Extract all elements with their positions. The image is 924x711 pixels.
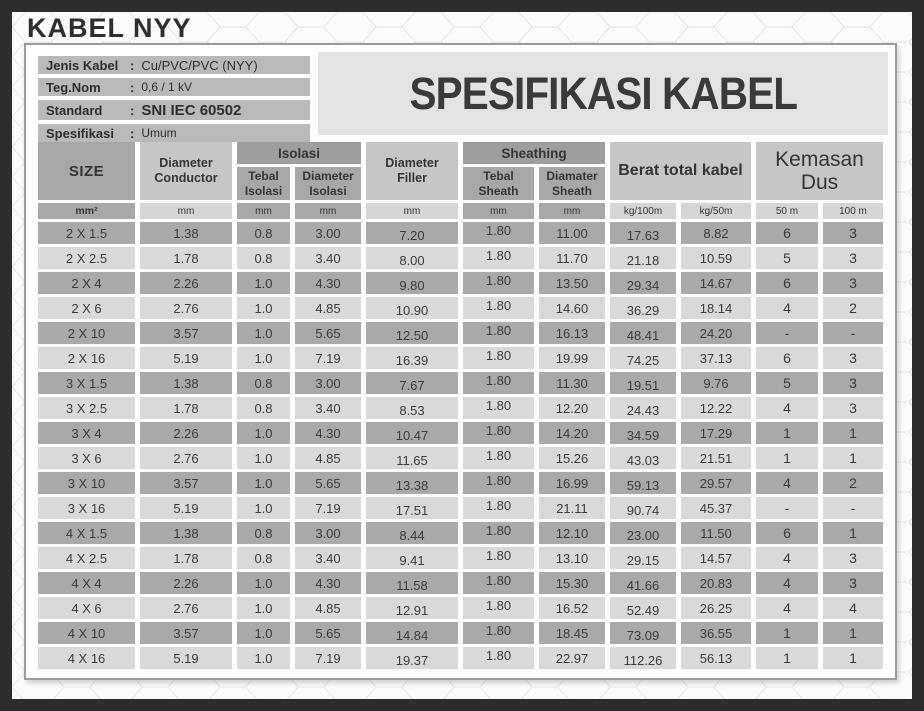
row-size-cell: 2 X 10 <box>38 322 135 344</box>
data-cell: 1.80 <box>463 447 534 469</box>
main-title: SPESIFIKASI KABEL <box>409 67 797 119</box>
data-cell: 11.00 <box>539 222 605 244</box>
data-cell: 1.80 <box>463 597 534 619</box>
data-cell: 21.51 <box>681 447 751 469</box>
data-cell: 1.0 <box>237 497 290 519</box>
data-cell: 11.50 <box>681 522 751 544</box>
data-cell: 0.8 <box>237 222 290 244</box>
data-cell: 13.50 <box>539 272 605 294</box>
data-cell: 3.40 <box>295 397 361 419</box>
group-header-kemasan-dus <box>756 142 883 200</box>
row-size-cell: 2 X 2.5 <box>38 247 135 269</box>
data-cell: 2.26 <box>140 272 232 294</box>
data-cell: 24.43 <box>610 397 676 419</box>
data-cell: 1.80 <box>463 247 534 269</box>
data-cell: 0.8 <box>237 372 290 394</box>
data-cell: 18.45 <box>539 622 605 644</box>
data-cell: 1 <box>756 647 818 669</box>
row-size-cell: 3 X 2.5 <box>38 397 135 419</box>
info-separator: : <box>130 102 135 118</box>
info-value: Cu/PVC/PVC (NYY) <box>141 57 258 73</box>
data-cell: 13.38 <box>366 472 458 494</box>
data-cell: 2.76 <box>140 447 232 469</box>
data-cell: 4.30 <box>295 572 361 594</box>
column-header-size: SIZE <box>38 142 135 200</box>
data-cell: 17.29 <box>681 422 751 444</box>
data-cell: 17.63 <box>610 222 676 244</box>
row-size-cell: 4 X 4 <box>38 572 135 594</box>
info-row-standard <box>38 100 310 120</box>
data-cell: 1 <box>823 622 883 644</box>
unit-cell: 100 m <box>823 203 883 219</box>
data-cell: 73.09 <box>610 622 676 644</box>
data-cell: 10.90 <box>366 297 458 319</box>
info-label: Teg.Nom <box>46 79 101 95</box>
data-cell: 1.80 <box>463 272 534 294</box>
data-cell: 16.39 <box>366 347 458 369</box>
data-cell: 7.19 <box>295 347 361 369</box>
data-cell: 6 <box>756 347 818 369</box>
data-cell: 41.66 <box>610 572 676 594</box>
content-panel <box>24 43 897 680</box>
data-cell: 56.13 <box>681 647 751 669</box>
row-size-cell: 4 X 2.5 <box>38 547 135 569</box>
data-cell: 11.65 <box>366 447 458 469</box>
data-cell: 90.74 <box>610 497 676 519</box>
page-title: KABEL NYY <box>27 13 192 43</box>
data-cell: 2.76 <box>140 297 232 319</box>
unit-cell: kg/100m <box>610 203 676 219</box>
data-cell: 9.76 <box>681 372 751 394</box>
data-cell: 2.26 <box>140 572 232 594</box>
data-cell: 12.10 <box>539 522 605 544</box>
data-cell: 21.18 <box>610 247 676 269</box>
data-cell: 4 <box>756 572 818 594</box>
data-cell: 20.83 <box>681 572 751 594</box>
data-cell: 3.57 <box>140 622 232 644</box>
group-header-sheathing: Sheathing <box>463 142 605 164</box>
data-cell: 24.20 <box>681 322 751 344</box>
data-cell: 4.85 <box>295 297 361 319</box>
info-value: SNI IEC 60502 <box>141 101 242 119</box>
data-cell: 1.80 <box>463 222 534 244</box>
info-separator: : <box>130 125 135 141</box>
data-cell: 74.25 <box>610 347 676 369</box>
data-cell: 2 <box>823 472 883 494</box>
data-cell: 12.22 <box>681 397 751 419</box>
data-cell: 1.0 <box>237 297 290 319</box>
data-cell: 5 <box>756 247 818 269</box>
data-cell: 14.67 <box>681 272 751 294</box>
data-cell: 1.80 <box>463 297 534 319</box>
data-cell: 1.78 <box>140 547 232 569</box>
info-box <box>38 56 310 146</box>
data-cell: 45.37 <box>681 497 751 519</box>
data-cell: 22.97 <box>539 647 605 669</box>
data-cell: 3 <box>823 247 883 269</box>
data-cell: 1 <box>756 447 818 469</box>
data-cell: 4.85 <box>295 447 361 469</box>
data-cell: 14.84 <box>366 622 458 644</box>
unit-cell: mm <box>140 203 232 219</box>
data-cell: 3 <box>823 572 883 594</box>
data-cell: 1.38 <box>140 372 232 394</box>
data-cell: 1 <box>823 422 883 444</box>
data-cell: 19.51 <box>610 372 676 394</box>
data-cell: 1.80 <box>463 322 534 344</box>
data-cell: - <box>823 497 883 519</box>
data-cell: 14.57 <box>681 547 751 569</box>
data-cell: 5.19 <box>140 347 232 369</box>
spec-table <box>38 142 883 669</box>
column-header-tebal-sheath: Tebal Sheath <box>463 167 534 200</box>
data-cell: 8.44 <box>366 522 458 544</box>
data-cell: 8.00 <box>366 247 458 269</box>
data-cell: 112.26 <box>610 647 676 669</box>
info-row-spesifikasi <box>38 124 310 142</box>
data-cell: 19.37 <box>366 647 458 669</box>
data-cell: 5.19 <box>140 647 232 669</box>
data-cell: 2.26 <box>140 422 232 444</box>
data-cell: 1.80 <box>463 422 534 444</box>
data-cell: 5 <box>756 372 818 394</box>
data-cell: 1.0 <box>237 447 290 469</box>
column-header-diameter-filler: Diameter Filler <box>366 142 458 200</box>
data-cell: 4.30 <box>295 422 361 444</box>
data-cell: 15.26 <box>539 447 605 469</box>
info-separator: : <box>130 79 135 95</box>
data-cell: 9.41 <box>366 547 458 569</box>
unit-cell: mm <box>366 203 458 219</box>
data-cell: 1 <box>823 447 883 469</box>
data-cell: 36.29 <box>610 297 676 319</box>
data-cell: 9.80 <box>366 272 458 294</box>
data-cell: 4 <box>756 547 818 569</box>
data-cell: 3 <box>823 397 883 419</box>
row-size-cell: 3 X 4 <box>38 422 135 444</box>
unit-cell: mm <box>539 203 605 219</box>
row-size-cell: 2 X 1.5 <box>38 222 135 244</box>
data-cell: 5.65 <box>295 622 361 644</box>
data-cell: 1.80 <box>463 547 534 569</box>
group-header-berat-total-kabel: Berat total kabel <box>610 142 751 200</box>
row-size-cell: 2 X 6 <box>38 297 135 319</box>
data-cell: 11.58 <box>366 572 458 594</box>
data-cell: 12.91 <box>366 597 458 619</box>
data-cell: 3 <box>823 272 883 294</box>
column-header-tebal-isolasi: Tebal Isolasi <box>237 167 290 200</box>
data-cell: 3 <box>823 547 883 569</box>
data-cell: 1 <box>823 647 883 669</box>
data-cell: 4 <box>823 597 883 619</box>
info-value: Umum <box>141 126 177 140</box>
row-size-cell: 3 X 10 <box>38 472 135 494</box>
data-cell: 26.25 <box>681 597 751 619</box>
data-cell: 11.70 <box>539 247 605 269</box>
data-cell: 1.80 <box>463 472 534 494</box>
data-cell: 5.65 <box>295 322 361 344</box>
data-cell: 1.0 <box>237 572 290 594</box>
data-cell: 3 <box>823 347 883 369</box>
data-cell: 6 <box>756 222 818 244</box>
data-cell: 3.00 <box>295 372 361 394</box>
data-cell: 17.51 <box>366 497 458 519</box>
row-size-cell: 4 X 10 <box>38 622 135 644</box>
data-cell: 0.8 <box>237 547 290 569</box>
data-cell: 1.80 <box>463 522 534 544</box>
data-cell: 37.13 <box>681 347 751 369</box>
data-cell: 1.80 <box>463 622 534 644</box>
info-label: Jenis Kabel <box>46 57 119 73</box>
data-cell: 3 <box>823 372 883 394</box>
data-cell: 16.13 <box>539 322 605 344</box>
data-cell: 14.20 <box>539 422 605 444</box>
row-size-cell: 3 X 1.5 <box>38 372 135 394</box>
info-row-jenis-kabel <box>38 56 310 74</box>
data-cell: 29.15 <box>610 547 676 569</box>
row-size-cell: 4 X 1.5 <box>38 522 135 544</box>
data-cell: 0.8 <box>237 397 290 419</box>
unit-cell: kg/50m <box>681 203 751 219</box>
data-cell: 7.20 <box>366 222 458 244</box>
data-cell: 4 <box>756 397 818 419</box>
data-cell: - <box>756 322 818 344</box>
data-cell: 4.85 <box>295 597 361 619</box>
unit-cell: 50 m <box>756 203 818 219</box>
data-cell: 1.0 <box>237 322 290 344</box>
data-cell: 29.57 <box>681 472 751 494</box>
data-cell: 3.40 <box>295 247 361 269</box>
data-cell: 12.20 <box>539 397 605 419</box>
data-cell: 1 <box>756 422 818 444</box>
data-cell: 52.49 <box>610 597 676 619</box>
data-cell: 3.40 <box>295 547 361 569</box>
data-cell: - <box>823 322 883 344</box>
data-cell: 3.57 <box>140 472 232 494</box>
data-cell: 4 <box>756 472 818 494</box>
data-cell: 10.47 <box>366 422 458 444</box>
data-cell: 23.00 <box>610 522 676 544</box>
data-cell: 1.78 <box>140 247 232 269</box>
data-cell: 11.30 <box>539 372 605 394</box>
data-cell: 1 <box>756 622 818 644</box>
data-cell: 1.0 <box>237 422 290 444</box>
row-size-cell: 2 X 16 <box>38 347 135 369</box>
data-cell: 19.99 <box>539 347 605 369</box>
info-label: Spesifikasi <box>46 125 114 141</box>
data-cell: 7.67 <box>366 372 458 394</box>
unit-cell: mm <box>463 203 534 219</box>
data-cell: 1.80 <box>463 347 534 369</box>
data-cell: 13.10 <box>539 547 605 569</box>
data-cell: 1.80 <box>463 572 534 594</box>
data-cell: 3.57 <box>140 322 232 344</box>
data-cell: 8.53 <box>366 397 458 419</box>
data-cell: 16.99 <box>539 472 605 494</box>
data-cell: 7.19 <box>295 647 361 669</box>
data-cell: 48.41 <box>610 322 676 344</box>
data-cell: 59.13 <box>610 472 676 494</box>
data-cell: 1.0 <box>237 647 290 669</box>
data-cell: 36.55 <box>681 622 751 644</box>
data-cell: 3.00 <box>295 522 361 544</box>
kemasan-dus-label: Kemasan Dus <box>775 147 864 194</box>
data-cell: 1.80 <box>463 497 534 519</box>
data-cell: 0.8 <box>237 247 290 269</box>
data-cell: 21.11 <box>539 497 605 519</box>
data-cell: 1 <box>823 522 883 544</box>
data-cell: 1.38 <box>140 222 232 244</box>
data-cell: 1.80 <box>463 397 534 419</box>
info-separator: : <box>130 57 135 73</box>
data-cell: 5.65 <box>295 472 361 494</box>
data-cell: 1.0 <box>237 347 290 369</box>
data-cell: 5.19 <box>140 497 232 519</box>
group-header-isolasi: Isolasi <box>237 142 361 164</box>
data-cell: 1.0 <box>237 272 290 294</box>
data-cell: 18.14 <box>681 297 751 319</box>
main-title-box <box>318 52 888 135</box>
data-cell: 1.0 <box>237 597 290 619</box>
data-cell: 3 <box>823 222 883 244</box>
row-size-cell: 3 X 16 <box>38 497 135 519</box>
data-cell: 29.34 <box>610 272 676 294</box>
info-label: Standard <box>46 102 103 118</box>
data-cell: 4.30 <box>295 272 361 294</box>
data-cell: 6 <box>756 522 818 544</box>
data-cell: 1.78 <box>140 397 232 419</box>
data-cell: 43.03 <box>610 447 676 469</box>
column-header-diamater-sheath: Diamater Sheath <box>539 167 605 200</box>
row-size-cell: 4 X 16 <box>38 647 135 669</box>
row-size-cell: 2 X 4 <box>38 272 135 294</box>
data-cell: - <box>756 497 818 519</box>
data-cell: 14.60 <box>539 297 605 319</box>
data-cell: 16.52 <box>539 597 605 619</box>
data-cell: 1.80 <box>463 372 534 394</box>
data-cell: 10.59 <box>681 247 751 269</box>
info-value: 0,6 / 1 kV <box>141 80 193 94</box>
data-cell: 15.30 <box>539 572 605 594</box>
data-cell: 0.8 <box>237 522 290 544</box>
unit-cell: mm <box>295 203 361 219</box>
column-header-diameter-isolasi: Diameter Isolasi <box>295 167 361 200</box>
data-cell: 7.19 <box>295 497 361 519</box>
data-cell: 1.0 <box>237 622 290 644</box>
data-cell: 34.59 <box>610 422 676 444</box>
data-cell: 6 <box>756 272 818 294</box>
row-size-cell: 4 X 6 <box>38 597 135 619</box>
info-row-teg-nom <box>38 78 310 96</box>
data-cell: 2 <box>823 297 883 319</box>
row-size-cell: 3 X 6 <box>38 447 135 469</box>
data-cell: 3.00 <box>295 222 361 244</box>
data-cell: 4 <box>756 597 818 619</box>
data-cell: 1.38 <box>140 522 232 544</box>
data-cell: 8.82 <box>681 222 751 244</box>
data-cell: 2.76 <box>140 597 232 619</box>
data-cell: 1.80 <box>463 647 534 669</box>
column-header-diameter-conductor: Diameter Conductor <box>140 142 232 200</box>
data-cell: 1.0 <box>237 472 290 494</box>
data-cell: 4 <box>756 297 818 319</box>
unit-cell: mm² <box>38 203 135 219</box>
data-cell: 12.50 <box>366 322 458 344</box>
unit-cell: mm <box>237 203 290 219</box>
